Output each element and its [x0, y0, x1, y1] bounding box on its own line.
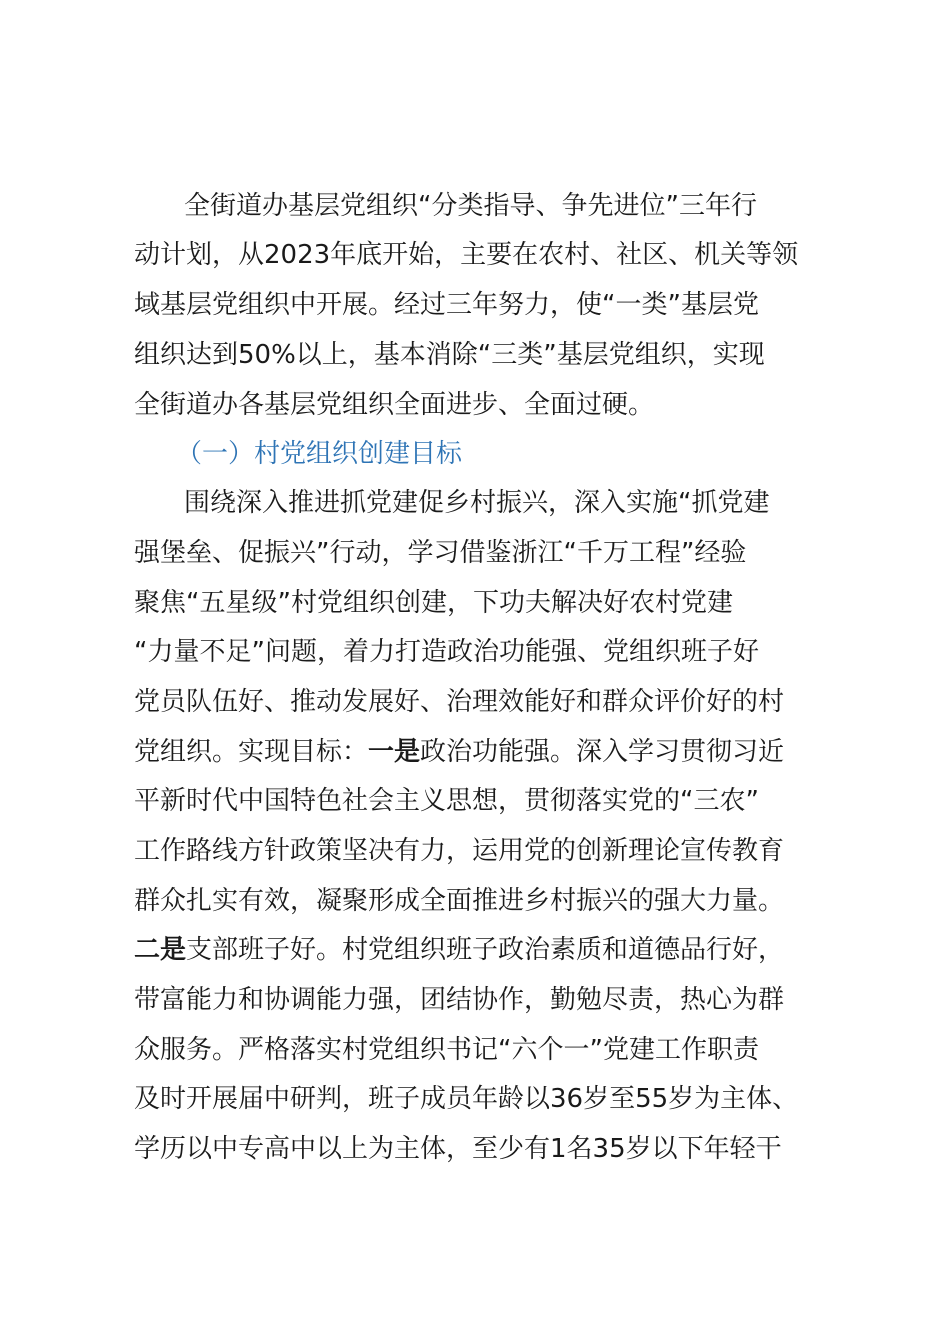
paragraph-1-line-5: 全街道办各基层党组织全面进步、全面过硬。 [134, 390, 655, 420]
paragraph-1-line-3: 域基层党组织中开展。经过三年努力，使“一类”基层党 [134, 290, 759, 320]
paragraph-2-line-2: 强堡垒、促振兴”行动，学习借鉴浙江“千万工程”经验 [134, 538, 747, 568]
line-10-text-after: 支部班子好。村党组织班子政治素质和道德品行好， [186, 935, 785, 965]
line-6-text-after: 政治功能强。深入学习贯彻习近 [420, 737, 785, 767]
paragraph-1-line-2: 动计划，从2023年底开始，主要在农村、社区、机关等领 [134, 240, 799, 270]
paragraph-2-line-9: 群众扎实有效，凝聚形成全面推进乡村振兴的强大力量。 [134, 886, 785, 916]
paragraph-2-line-12: 众服务。严格落实村党组织书记“六个一”党建工作职责 [134, 1035, 759, 1065]
section-heading: （一）村党组织创建目标 [176, 439, 463, 469]
paragraph-1-line-1: 全街道办基层党组织“分类指导、争先进位”三年行 [184, 191, 757, 221]
paragraph-2-line-14: 学历以中专高中以上为主体，至少有1名35岁以下年轻干 [134, 1134, 782, 1164]
paragraph-2-line-7: 平新时代中国特色社会主义思想，贯彻落实党的“三农” [134, 786, 759, 816]
paragraph-2-line-6 [0, 727, 950, 777]
point-two-label: 二是 [134, 935, 187, 965]
line-6-text-before: 党组织。实现目标： [134, 737, 369, 767]
paragraph-2-line-5: 党员队伍好、推动发展好、治理效能好和群众评价好的村 [134, 687, 785, 717]
paragraph-2-line-4: “力量不足”问题，着力打造政治功能强、党组织班子好 [134, 637, 759, 667]
paragraph-2-line-11: 带富能力和协调能力强，团结协作，勤勉尽责，热心为群 [134, 985, 785, 1015]
paragraph-2-line-13: 及时开展届中研判，班子成员年龄以36岁至55岁为主体、 [134, 1084, 799, 1114]
paragraph-1-line-4: 组织达到50%以上，基本消除“三类”基层党组织，实现 [134, 340, 765, 370]
point-one-label: 一是 [368, 737, 421, 767]
paragraph-2-line-1: 围绕深入推进抓党建促乡村振兴，深入实施“抓党建 [184, 488, 770, 518]
paragraph-2-line-10 [0, 925, 950, 975]
paragraph-2-line-8: 工作路线方针政策坚决有力，运用党的创新理论宣传教育 [134, 836, 785, 866]
paragraph-2-line-3: 聚焦“五星级”村党组织创建，下功夫解决好农村党建 [134, 588, 733, 618]
